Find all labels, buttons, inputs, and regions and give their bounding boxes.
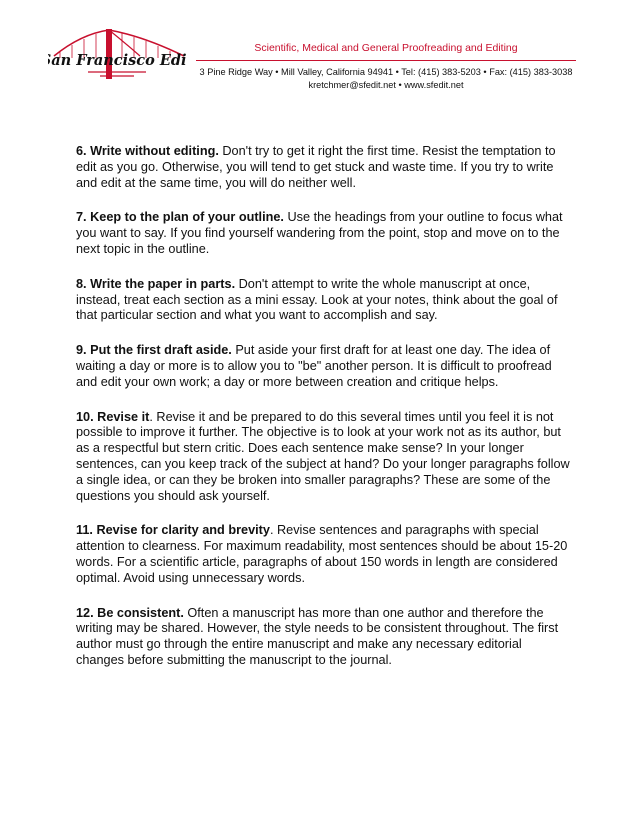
tip-body: Don't try to get it right the first time. Resist the temptation to edit as you go. Otherwise, you will tend to get stuck and waste time. If you try to write and edit at the same time, you will do neither well. — [76, 144, 556, 190]
tip-heading: 6. Write without editing. — [76, 144, 219, 158]
tip-heading: 12. Be consistent. — [76, 605, 184, 620]
tip-heading: 10. Revise it — [76, 409, 150, 424]
tip-body: Use the headings from your outline to focus what you want to say. If you find yourself wandering from the point, stop and move on to the next topic in the outline. — [76, 210, 563, 256]
tip-heading: 9. Put the first draft aside. — [76, 343, 232, 358]
tip-body: Put aside your first draft for at least one day. The idea of waiting a day or more is to allow you to "be" another person. It is difficult to proofread and edit your own work; a day or more between creation and critique helps. — [76, 343, 552, 389]
tip-body: Often a manuscript has more than one author and therefore the writing may be shared. However, the style needs to be consistent throughout. The first author must go through the entire manuscript and make any necessary editorial changes before submitting the manuscript to the journal. — [76, 605, 559, 667]
contact-info — [190, 66, 582, 91]
tip-heading: 8. Write the paper in parts. — [76, 276, 236, 291]
tip-paragraph — [76, 210, 570, 257]
tip-paragraph — [76, 144, 570, 191]
tip-body: . Revise it and be prepared to do this several times until you feel it is not possible to improve it further. The objective is to look at your work not as its author, but as a respectful but stern critic. Does each sentence make sense? In your longer sentences, can you keep track of the subject at hand? Do your longer paragraphs follow a single idea, or can they be broken into smaller paragraphs? These are some of the questions you should ask yourself. — [76, 409, 570, 503]
tip-heading: 7. Keep to the plan of your outline. — [76, 210, 284, 225]
tip-paragraph — [76, 606, 570, 669]
company-tagline: Scientific, Medical and General Proofreading and Editing — [254, 42, 518, 54]
golden-gate-bridge-icon — [48, 26, 186, 82]
tip-paragraph — [76, 523, 570, 586]
tip-paragraph — [76, 410, 570, 505]
header-divider — [196, 60, 576, 61]
tip-body: . Revise sentences and paragraphs with special attention to clearness. For maximum readability, most sentences should be about 15-20 words. For a scientific article, paragraphs of about 150 words in length are considered optimal. Avoid using unnecessary words. — [76, 523, 568, 585]
tip-paragraph — [76, 343, 570, 390]
document-body — [76, 144, 570, 688]
tip-heading: 11. Revise for clarity and brevity — [76, 523, 270, 538]
svg-text:San Francisco Edit: San Francisco Edit — [48, 52, 186, 69]
company-logo — [48, 26, 186, 82]
tip-body: Don't attempt to write the whole manuscript at once, instead, treat each section as a mini essay. Look at your notes, think about the goal of that particular section and what you want to accomplish and say. — [76, 276, 558, 323]
contact-address: 3 Pine Ridge Way • Mill Valley, California 94941 • Tel: (415) 383-5203 • Fax: (415) 383-3038 — [199, 67, 573, 77]
contact-web: kretchmer@sfedit.net • www.sfedit.net — [308, 79, 464, 90]
tip-paragraph — [76, 277, 570, 324]
